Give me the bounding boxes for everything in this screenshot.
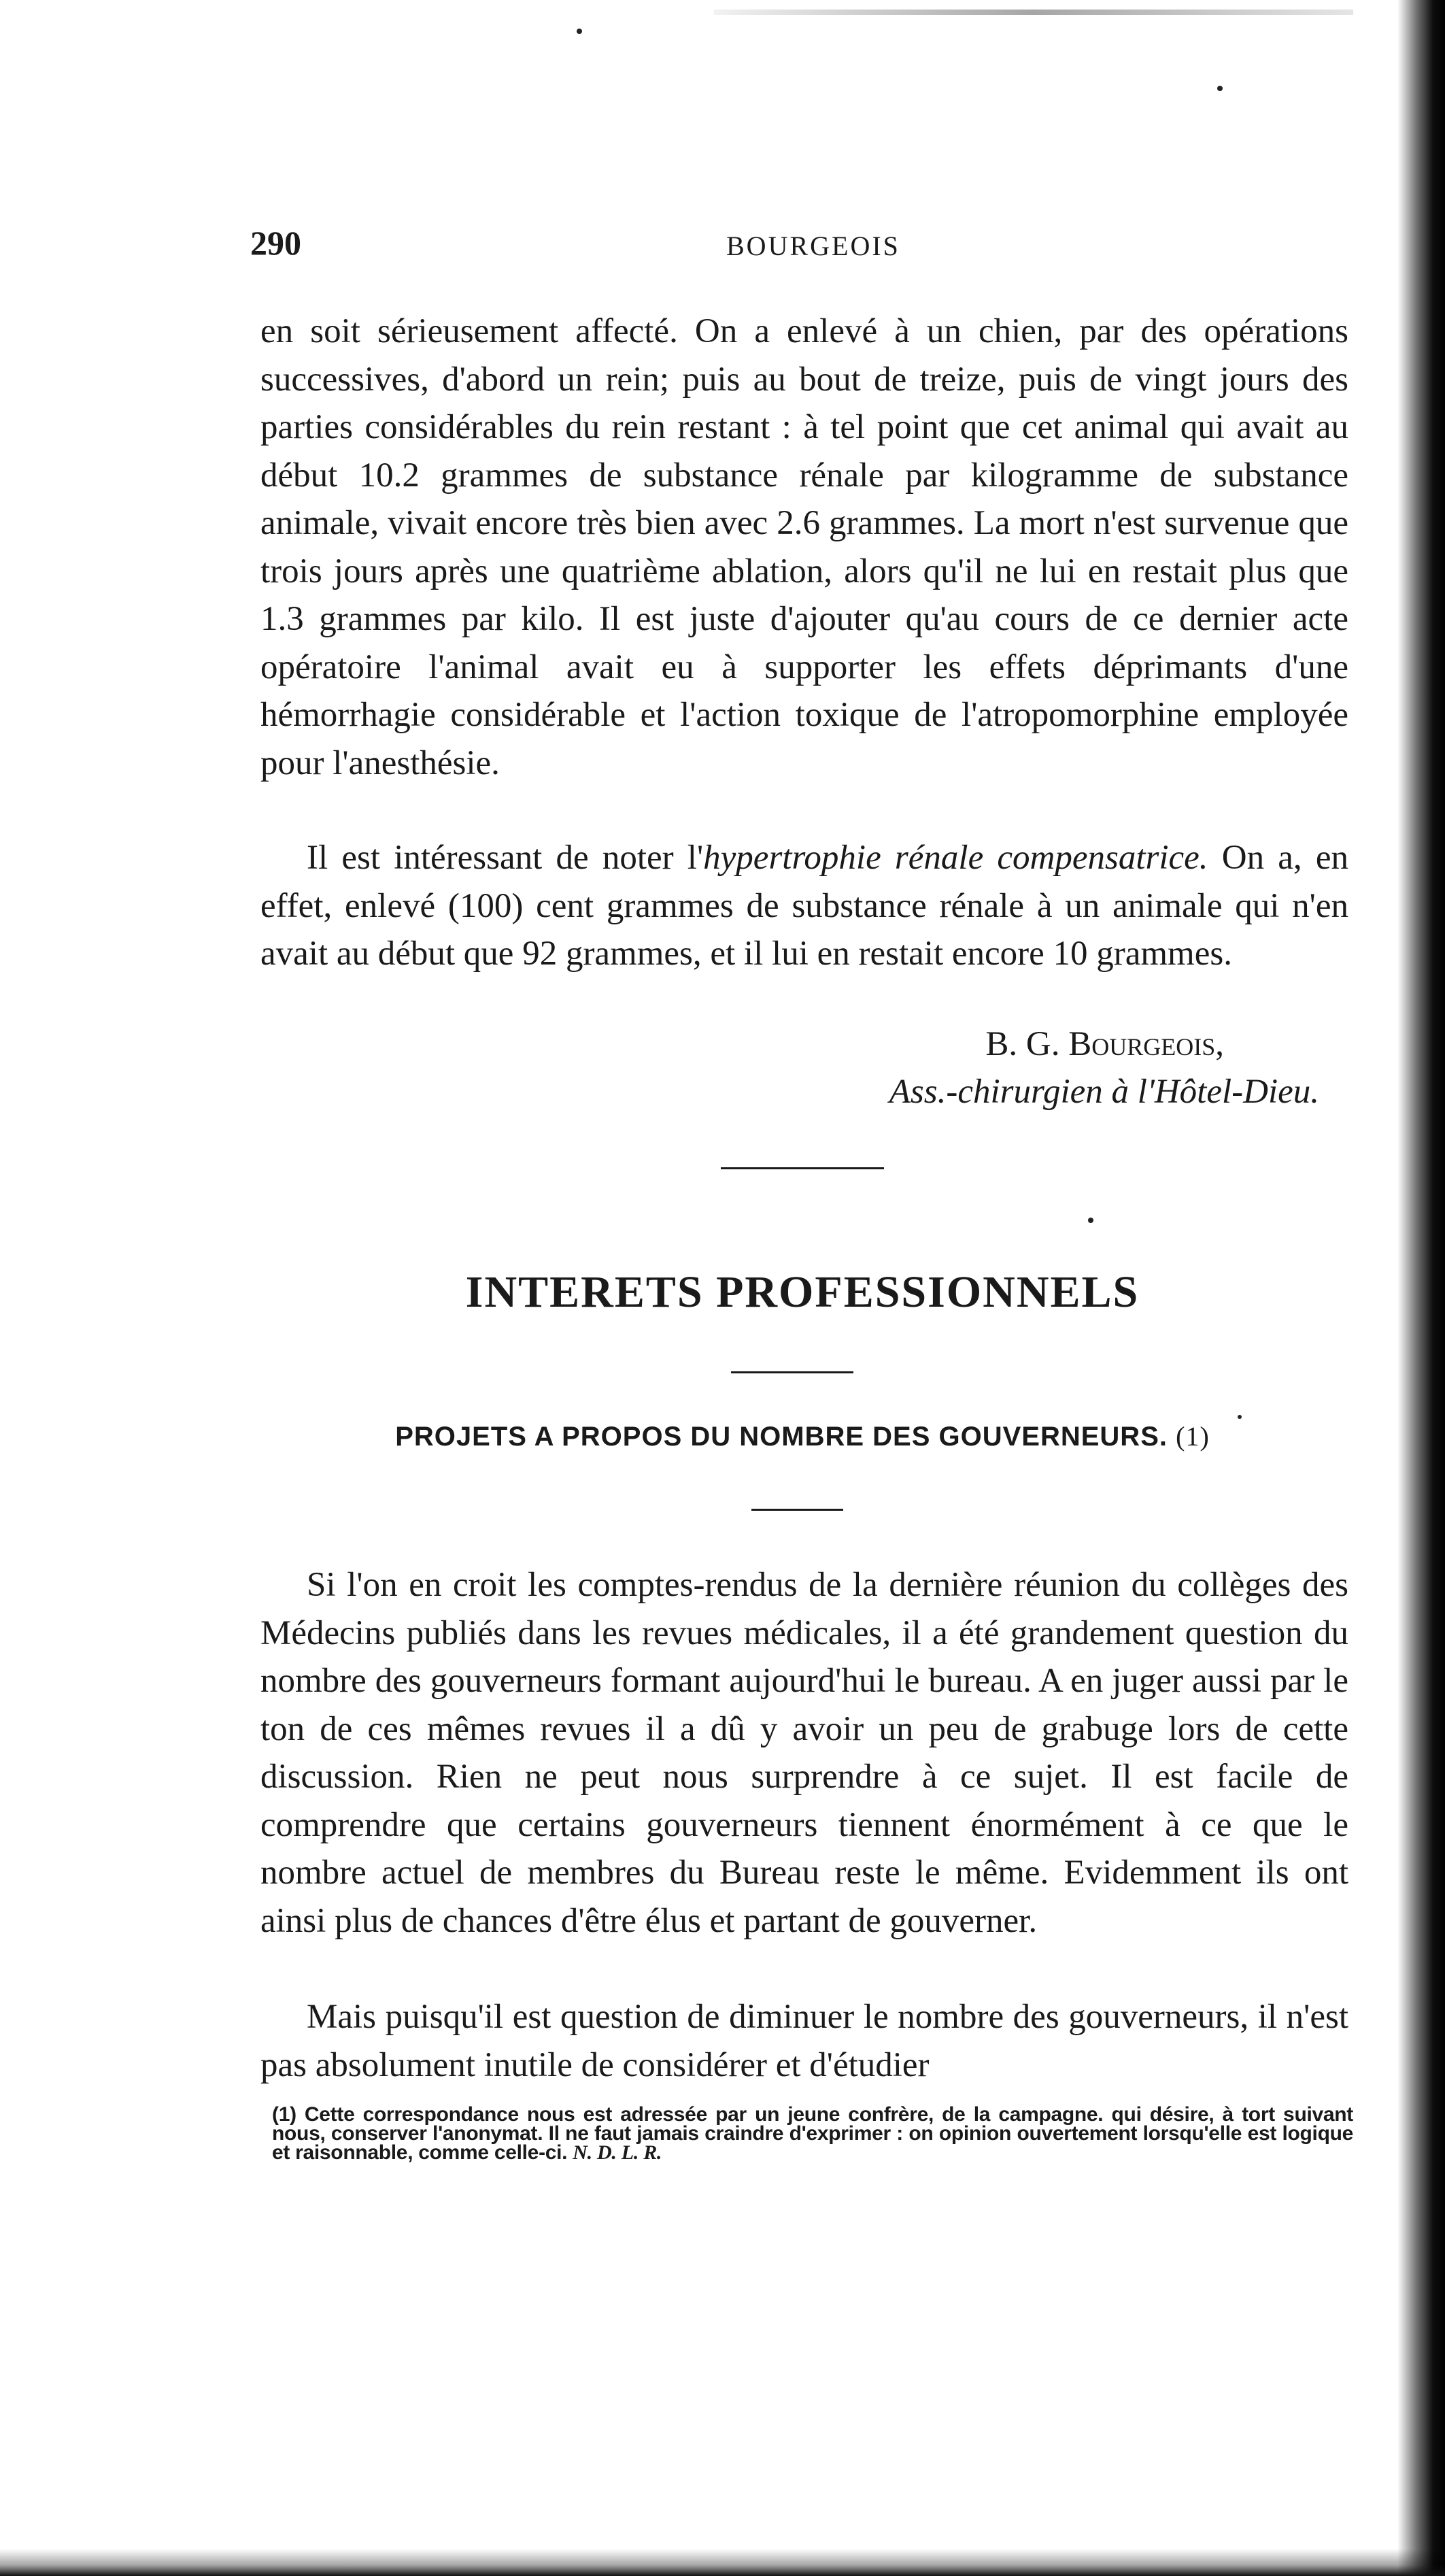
section-divider: [721, 1167, 884, 1169]
emphasized-term: hypertrophie rénale compensatrice.: [703, 839, 1208, 877]
page-header: [250, 223, 1345, 264]
scan-speck: [1238, 1415, 1242, 1419]
footnote-reference: (1): [1176, 1421, 1210, 1452]
text-run: On a, en effet, enlevé (100) cent grammes de substance rénale à un animale qui n'en avait au début que 92 grammes, et il lui en restait encore 10 grammes.: [260, 839, 1349, 973]
footnote: [272, 2105, 1353, 2162]
section-subtitle: [258, 1420, 1346, 1452]
scan-edge-top: [714, 10, 1353, 15]
section-paragraph: Mais puisqu'il est question de diminuer le nombre des gouverneurs, il n'est pas absolument inutile de considérer et d'étudier: [260, 1998, 1348, 2084]
scan-edge-bottom: [0, 2549, 1445, 2576]
scan-speck: [1217, 86, 1223, 91]
subtitle-divider: [751, 1509, 843, 1511]
running-head: BOURGEOIS: [726, 231, 900, 261]
footnote-signature: N. D. L. R.: [573, 2141, 662, 2164]
section-paragraph: Si l'on en croit les comptes-rendus de la dernière réunion du collèges des Médecins publiés dans les revues médicales, il a été grandement question du nombre des gouverneurs formant aujourd'hui le bureau. A en juger aussi par le ton de ces mêmes revues il a dû y avoir un peu de grabuge lors de cette discussion. Rien ne peut nous surprendre à ce sujet. Il est facile de comprendre que certains gouverneurs tiennent énormément à ce que le nombre actuel de membres du Bureau reste le même. Evidemment ils ont ainsi plus de chances d'être élus et partant de gouverner.: [260, 1566, 1348, 1940]
footnote-text: (1) Cette correspondance nous est adressée par un jeune confrère, de la campagne. qui désire, à tort suivant nous, conserver l'anonymat. Il ne faut jamais craindre d'exprimer : on opinion ouvertement lorsqu'elle est logique et raisonnable, comme celle-ci.: [272, 2103, 1353, 2164]
author-title: Ass.-chirurgien à l'Hôtel-Dieu.: [889, 1073, 1319, 1111]
section-title: INTERETS PROFESSIONNELS: [465, 1267, 1140, 1317]
subtitle-text: PROJETS A PROPOS DU NOMBRE DES GOUVERNEURS.: [395, 1422, 1168, 1452]
article-paragraph: [260, 834, 1348, 978]
title-divider: [731, 1371, 853, 1373]
scan-speck: [577, 29, 582, 34]
article-paragraph: en soit sérieusement affecté. On a enlevé à un chien, par des opérations successives, d'abord un rein; puis au bout de treize, puis de vingt jours des parties considérables du rein restant : à tel point que cet animal qui avait au début 10.2 grammes de substance rénale par kilogramme de substance animale, vivait encore très bien avec 2.6 grammes. La mort n'est survenue que trois jours après une quatrième ablation, alors qu'il ne lui en restait plus que 1.3 grammes par kilo. Il est juste d'ajouter qu'au cours de ce dernier acte opératoire l'animal avait eu à supporter les effets déprimants d'une hémorrhagie considérable et l'action toxique de l'atropomorphine employée pour l'anesthésie.: [260, 312, 1348, 782]
author-name: B. G. Bourgeois,: [985, 1025, 1224, 1063]
scan-speck: [1088, 1218, 1093, 1223]
text-run: Il est intéressant de noter l': [307, 839, 704, 877]
page-number: 290: [250, 224, 301, 262]
scan-edge-right: [1397, 0, 1445, 2576]
author-signature: [680, 1020, 1333, 1116]
